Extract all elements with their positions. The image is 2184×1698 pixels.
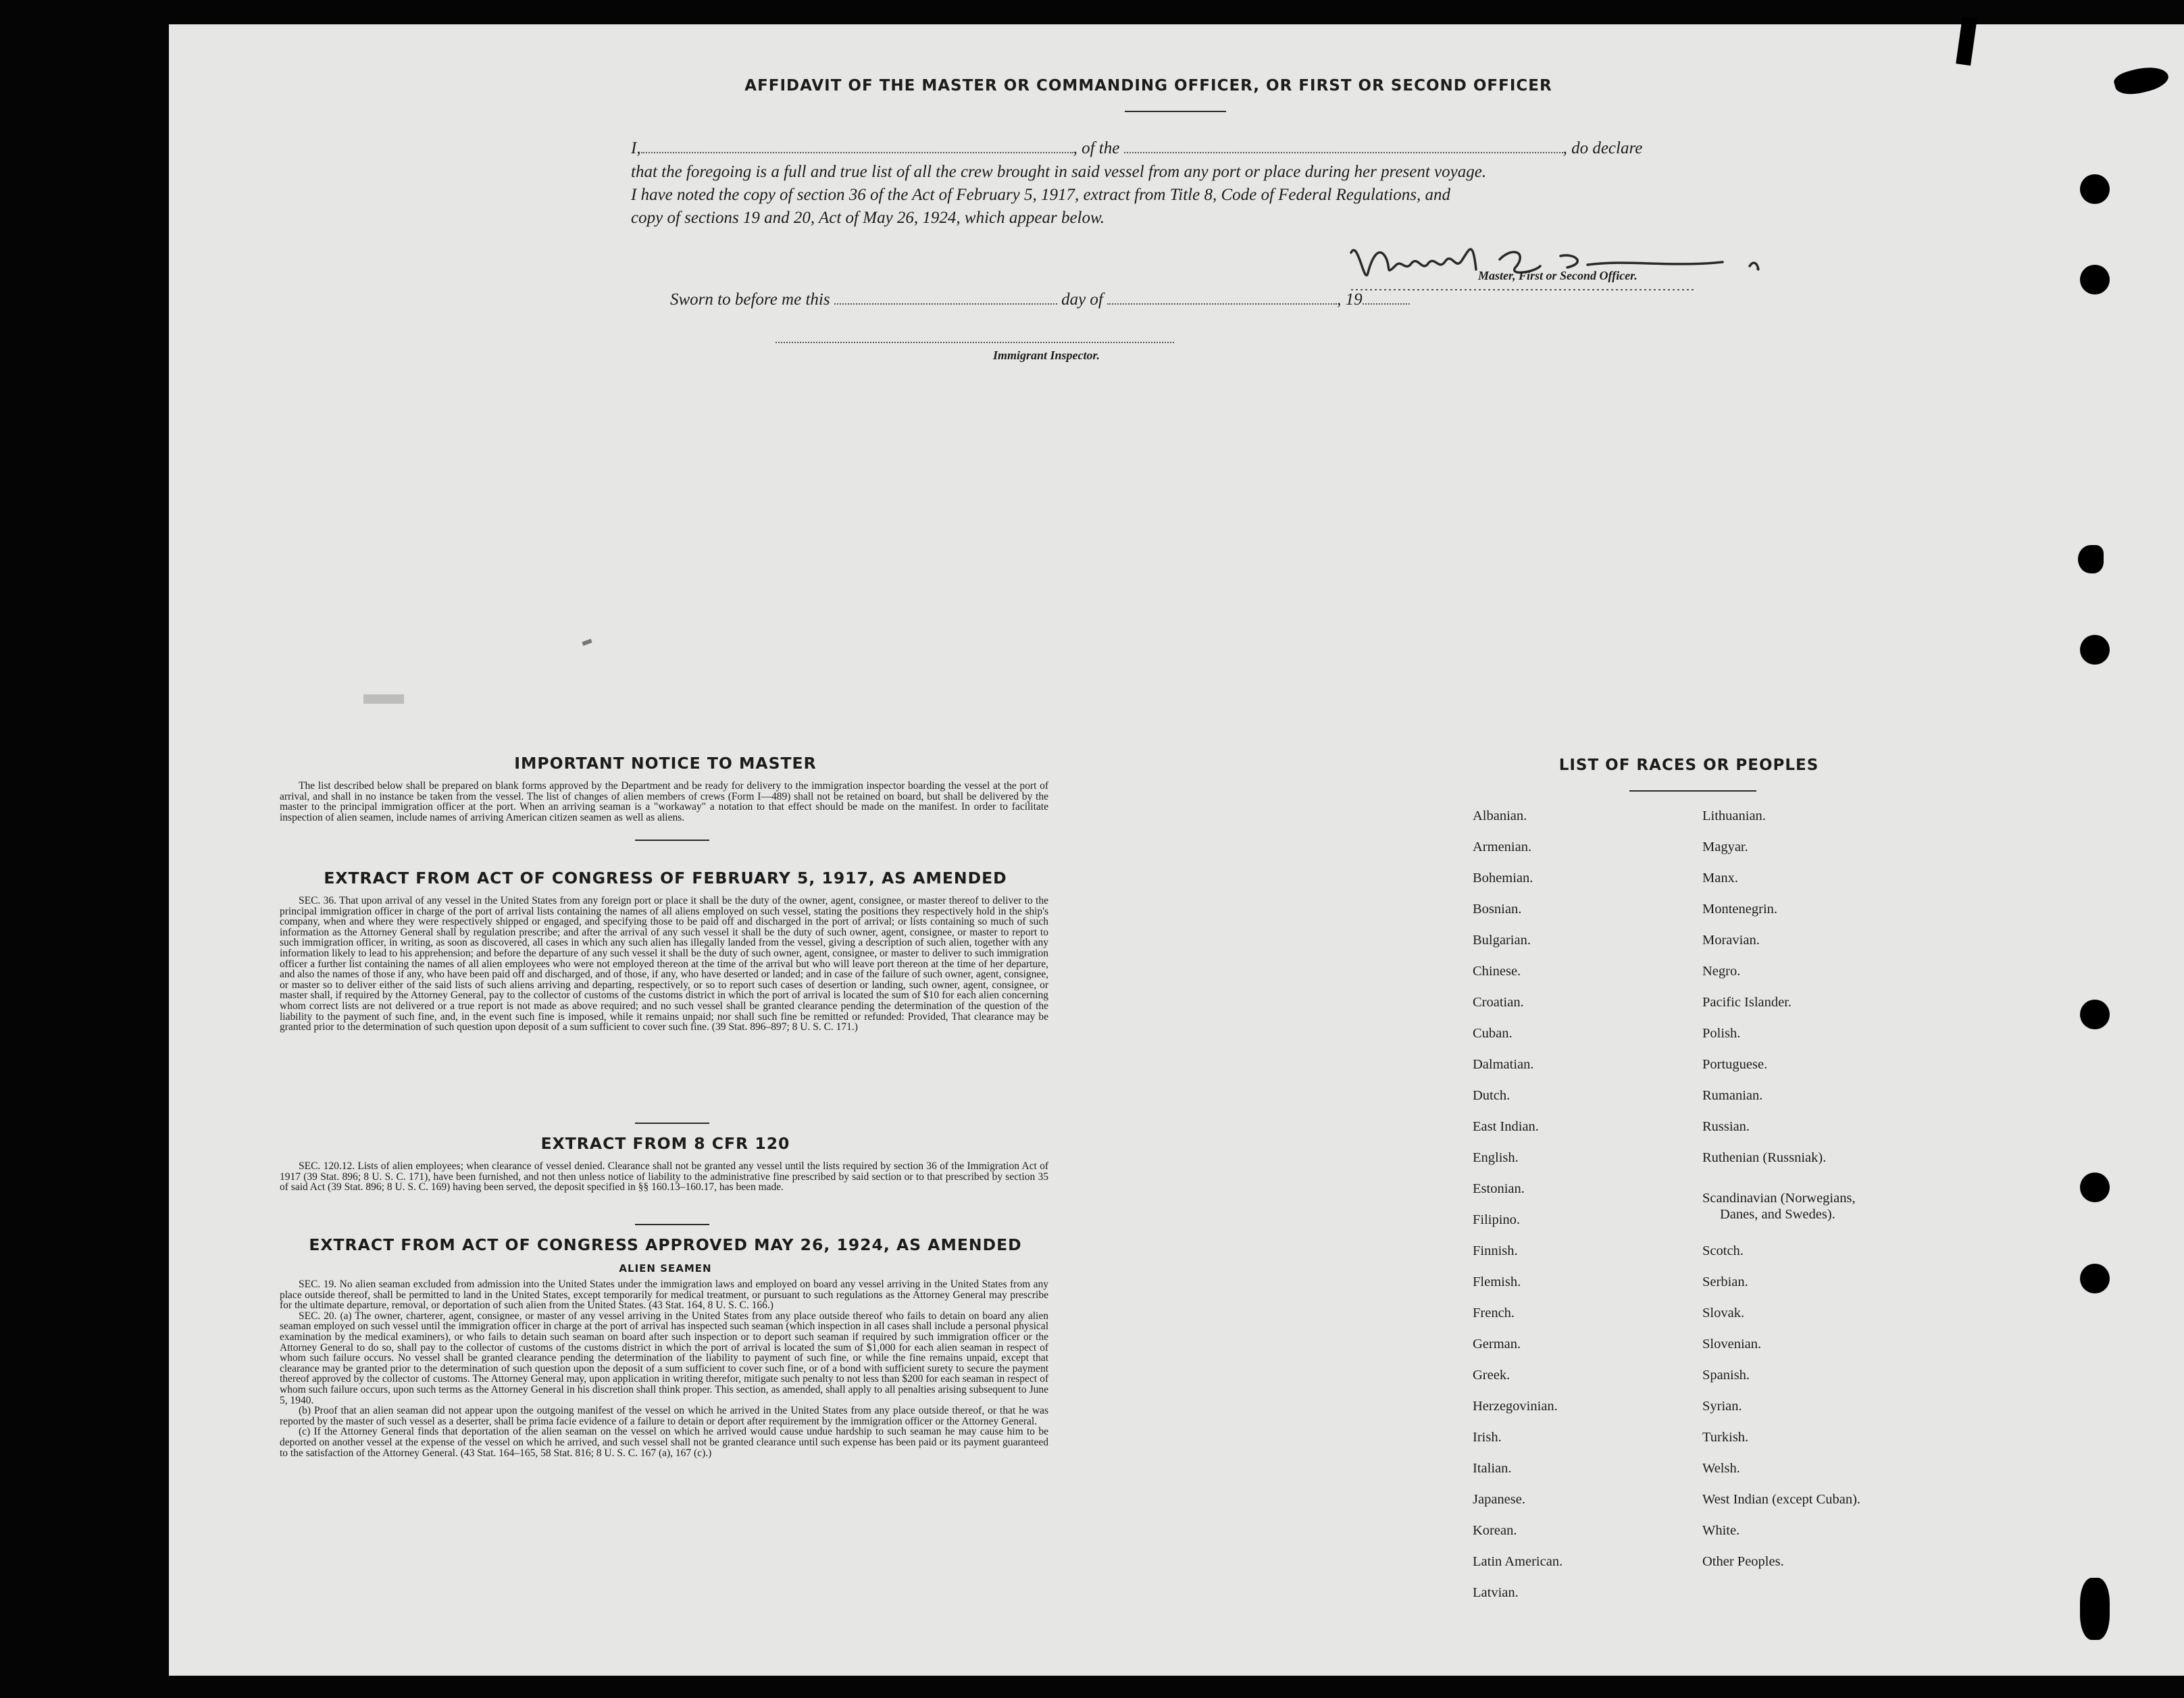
race-item: Spanish. [1702,1368,1750,1383]
race-item: Flemish. [1473,1275,1521,1289]
races-rule [1629,790,1756,792]
sworn-year: , 19 [1337,290,1363,309]
extract-cfr-heading: EXTRACT FROM 8 CFR 120 [540,1134,790,1153]
race-item: Negro. [1702,964,1741,979]
race-item: Scandinavian (Norwegians, [1702,1191,1856,1206]
inspector-caption: Immigrant Inspector. [993,349,1100,362]
punch-hole [2080,1000,2110,1029]
race-item: Italian. [1473,1461,1512,1476]
race-item: Montenegrin. [1702,902,1778,917]
affidavit-line-3: I have noted the copy of section 36 of the Act of February 5, 1917, extract from Title 8, Code of Federal Regulations, and [631,186,1450,204]
race-item: Armenian. [1473,840,1532,854]
section-rule [635,1224,709,1225]
race-item: Manx. [1702,871,1738,885]
race-item: Bulgarian. [1473,933,1531,948]
sworn-day-of: day of [1061,290,1103,309]
race-item: Slovenian. [1702,1337,1762,1352]
double-punch-hole [2080,1578,2110,1640]
extract-1917-paragraph: SEC. 36. That upon arrival of any vessel in the United States from any foreign port or place it shall be the duty of the owner, agent, consignee, or master thereof to deliver to the principal immigration officer in charge of the port of arrival lists containing the names of all aliens employed on such vessel, stating the positions they respectively hold in the ship's company, when and where they were respectively shipped or engaged, and specifying those to be paid off and discharged in the port of arrival; or lists containing so much of such information as the Attorney General shall by regulation prescribe; and after the arrival of any such vessel it shall be the duty of such owner, agent, consignee, or master to report to such immigration officer, in writing, as soon as discovered, all cases in which any such alien has illegally landed from the vessel, giving a description of such alien, together with any information likely to lead to his apprehension; and before the departure of any such vessel it shall be the duty of such owner, agent, consignee, or master to deliver to such immigration officer a further list containing the names of all alien employees who were not employed thereon at the time of the arrival but who will leave port thereon at the time of her departure, and also the names of those if any, who have been paid off and discharged, and of those, if any, who have deserted or landed; and in case of the failure of such owner, agent, consignee, or master so to deliver either of the said lists of such aliens arriving and departing, respectively, or so to report such cases of desertion or landing, such owner, agent, consignee, or master shall, if required by the Attorney General, pay to the collector of customs of the customs district in which the port of arrival is located the sum of $10 for each alien concerning whom correct lists are not delivered or a true report is not made as above required; and no such vessel shall be granted clearance pending the determination of the question of the liability to the payment of such fine, and, in the event such fine is imposed, while it remains unpaid; nor shall such fine be remitted or refunded: Provided, That clearance may be granted prior to the determination of such question upon deposit of a sum sufficient to cover such fine. (39 Stat. 896–897; 8 U. S. C. 171.) [280,895,1048,1033]
affidavit-line-1 [631,139,1901,158]
smudge-mark [582,639,592,646]
sworn-prefix: Sworn to before me this [670,290,830,309]
torn-corner [2112,61,2171,99]
alien-seamen-subheading: ALIEN SEAMEN [619,1262,712,1275]
notice-heading: IMPORTANT NOTICE TO MASTER [514,754,817,773]
race-item: East Indian. [1473,1119,1539,1134]
handwritten-signature [1344,226,1925,300]
sworn-year-blank[interactable] [1363,291,1410,305]
torn-punch-hole [2078,545,2104,573]
race-item: Welsh. [1702,1461,1740,1476]
race-item: Magyar. [1702,840,1748,854]
race-item: Syrian. [1702,1399,1742,1414]
affidavit-title: AFFIDAVIT OF THE MASTER OR COMMANDING OFFICER, OR FIRST OR SECOND OFFICER [744,77,1552,95]
extract-1924-heading: EXTRACT FROM ACT OF CONGRESS APPROVED MAY 26, 1924, AS AMENDED [309,1235,1022,1254]
extract-cfr-text [280,1161,1048,1193]
sec-20c-paragraph: (c) If the Attorney General finds that deportation of the alien seaman on the vessel on which he arrived would cause undue hardship to such seaman he may cause him to be deported on another vessel at the expense of the vessel on which he arrived, and such vessel shall not be granted clearance until such expense has been paid or its payment guaranteed to the satisfaction of the Attorney General. (43 Stat. 164–165, 58 Stat. 816; 8 U. S. C. 167 (a), 167 (c).) [280,1426,1048,1459]
race-item: Slovak. [1702,1306,1745,1320]
line1-i: I, [631,139,641,157]
race-item: Japanese. [1473,1492,1525,1507]
notice-text [280,781,1048,823]
race-item: Turkish. [1702,1430,1749,1445]
race-item: Pacific Islander. [1702,995,1792,1010]
race-item: Korean. [1473,1523,1517,1538]
punch-hole [2080,1264,2110,1293]
race-item: Greek. [1473,1368,1510,1383]
race-item: Finnish. [1473,1243,1518,1258]
race-item: Lithuanian. [1702,808,1766,823]
race-item: Filipino. [1473,1212,1521,1227]
name-blank[interactable] [641,140,1073,153]
race-item: West Indian (except Cuban). [1702,1492,1861,1507]
line1-of-the: , of the [1073,139,1120,157]
race-item: White. [1702,1523,1740,1538]
sec-20b-paragraph: (b) Proof that an alien seaman did not appear upon the outgoing manifest of the vessel on which he arrived in the United States from any place outside thereof, or that he was reported by the master of such vessel as a deserter, shall be prima facie evidence of a failure to detain or deport after requirement by the immigration officer or the Attorney General. [280,1405,1048,1427]
section-rule [635,1123,709,1124]
race-item: Moravian. [1702,933,1760,948]
races-heading: LIST OF RACES OR PEOPLES [1558,756,1819,774]
race-item: Irish. [1473,1430,1502,1445]
race-item: Rumanian. [1702,1088,1763,1103]
race-item: Polish. [1702,1026,1741,1041]
edge-tear [1956,17,1977,66]
race-item: Bosnian. [1473,902,1522,917]
race-item: Albanian. [1473,808,1527,823]
race-item: Herzegovinian. [1473,1399,1558,1414]
race-item: Dutch. [1473,1088,1510,1103]
punch-hole [2080,174,2110,204]
race-item: Dalmatian. [1473,1057,1534,1072]
race-item: Scotch. [1702,1243,1744,1258]
race-item: English. [1473,1150,1519,1165]
race-item: Other Peoples. [1702,1554,1784,1569]
affidavit-line-2: that the foregoing is a full and true list of all the crew brought in said vessel from any port or place during her present voyage. [631,163,1487,181]
race-item: Ruthenian (Russniak). [1702,1150,1827,1165]
extract-1924-text [280,1279,1048,1458]
punch-hole [2080,265,2110,294]
vessel-blank[interactable] [1124,140,1563,153]
extract-1917-heading: EXTRACT FROM ACT OF CONGRESS OF FEBRUARY 5, 1917, AS AMENDED [324,869,1007,887]
race-item: Portuguese. [1702,1057,1768,1072]
race-item: German. [1473,1337,1521,1352]
document-page [169,24,2184,1676]
race-item: French. [1473,1306,1515,1320]
punch-hole [2080,1173,2110,1202]
race-item: Latin American. [1473,1554,1563,1569]
line1-do-declare: , do declare [1563,139,1643,157]
extract-1917-text [280,896,1048,1033]
race-item: Cuban. [1473,1026,1513,1041]
signature-caption: Master, First or Second Officer. [1478,269,1637,282]
extract-cfr-paragraph: SEC. 120.12. Lists of alien employees; when clearance of vessel denied. Clearance shall not be granted any vessel until the lists required by section 36 of the Immigration Act of 1917 (39 Stat. 896; 8 U. S. C. 171), have been furnished, and not then unless notice of liability to the administrative fine prescribed by said section or to that prescribed by section 35 of said Act (39 Stat. 896; 8 U. S. C. 169) having been served, the deposit specified in §§ 160.13–160.17, has been made. [280,1160,1048,1193]
sworn-line [670,290,1410,309]
punch-hole [2080,635,2110,665]
smudge-mark [363,694,404,704]
race-item: Croatian. [1473,995,1524,1010]
race-item: Chinese. [1473,964,1521,979]
sec-20a-paragraph: SEC. 20. (a) The owner, charterer, agent, consignee, or master of any vessel arriving in the United States from any place outside thereof who fails to detain on board any alien seaman employed on such vessel until the immigration officer in charge at the port of arrival has inspected such seaman (which inspection in all cases shall include a personal physical examination by the medical examiners), or who fails to detain such seaman on board after such inspection or to deport such seaman if required by such immigration officer or the Attorney General to do so, shall pay to the collector of customs of the customs district in which the port of arrival is located the sum of $1,000 for each alien seaman in respect of whom such failure occurs. No vessel shall be granted clearance pending the determination of the liability to payment of such fine, or while the fine remains unpaid, except that clearance may be granted prior to the determination of such question upon the deposit of a sum sufficient to cover such fine, or of a bond with sufficient surety to secure the payment thereof approved by the collector of customs. The Attorney General may, upon application in writing therefor, mitigate such penalty to not less than $200 for each seaman in respect of whom such failure occurs, upon such terms as the Attorney General in his discretion shall think proper. This section, as amended, shall apply to all penalties arising subsequent to June 5, 1940. [280,1310,1048,1406]
sworn-month-blank[interactable] [1107,291,1337,305]
race-item: Russian. [1702,1119,1750,1134]
race-item: Bohemian. [1473,871,1533,885]
race-item: Danes, and Swedes). [1720,1207,1835,1222]
race-item: Latvian. [1473,1585,1519,1600]
notice-paragraph: The list described below shall be prepared on blank forms approved by the Department and be ready for delivery to the immigration inspector boarding the vessel at the port of arrival, and shall in no instance be taken from the vessel. The list of changes of alien members of crews (Form I—489) shall not be retained on board, but shall be delivered by the master to the principal immigration officer at the port. When an arriving seaman is a "workaway" a notation to that effect should be made on the manifest. In order to facilitate inspection of alien seamen, include names of arriving American citizen seamen as well as aliens. [280,780,1048,823]
race-item: Estonian. [1473,1181,1525,1196]
affidavit-line-4: copy of sections 19 and 20, Act of May 26, 1924, which appear below. [631,209,1105,227]
inspector-signature-line [776,342,1174,343]
title-rule [1125,111,1226,112]
sworn-day-blank[interactable] [834,291,1057,305]
race-item: Serbian. [1702,1275,1748,1289]
sec-19-paragraph: SEC. 19. No alien seaman excluded from admission into the United States under the immigration laws and employed on board any vessel arriving in the United States from any place outside thereof, shall be permitted to land in the United States, except temporarily for medical treatment, or pursuant to such regulations as the Attorney General may prescribe for the ultimate departure, removal, or deportation of such alien from the United States. (43 Stat. 164, 8 U. S. C. 166.) [280,1279,1048,1312]
section-rule [635,840,709,841]
